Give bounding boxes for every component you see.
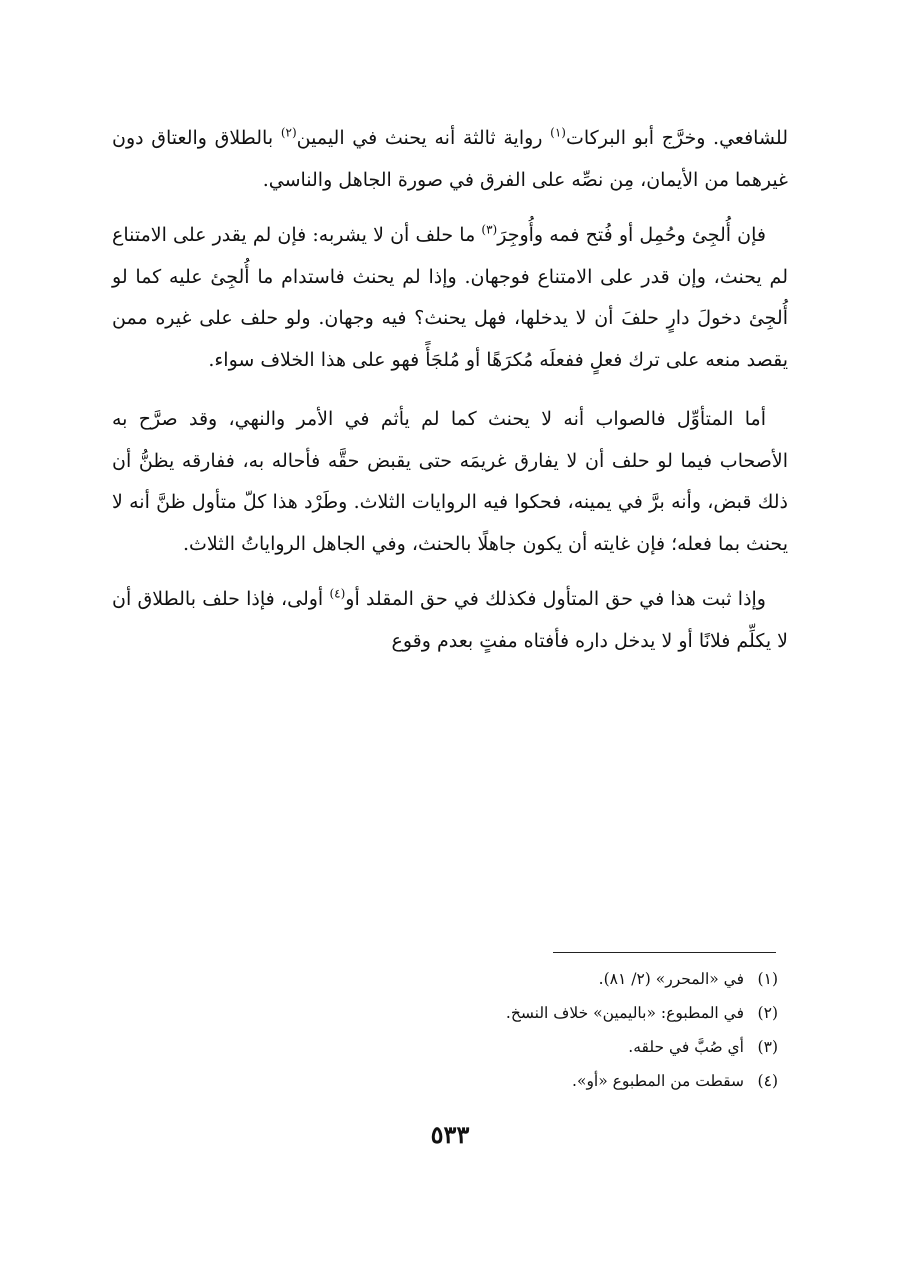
- paragraph-4-part-2: أولى، فإذا حلف بالطلاق أن لا يكلِّم فلانًا أو لا يدخل داره فأفتاه مفتٍ بعدم وقوع: [112, 588, 788, 652]
- paragraph-2-part-2: ما حلف أن لا يشربه: فإن لم يقدر على الامتناع لم يحنث، وإن قدر على الامتناع فوجهان. وإذا لم يحنث فاستدام ما أُلجِئ عليه كما لو أُلجِئ دخولَ دارٍ حلفَ أن لا يدخلها، فهل يحنث؟ فيه وجهان. ولو حلف على غيره ممن يقصد منعه على ترك فعلٍ ففعلَه مُكرَهًا أو مُلجَأً فهو على هذا الخلاف سواء.: [112, 224, 788, 371]
- footnote-ref-2[interactable]: (٢): [280, 125, 297, 140]
- paragraph-4: [112, 579, 788, 662]
- footnote-text: في «المحرر» (٢/ ٨١).: [598, 970, 744, 988]
- page-number: ٥٣٣: [430, 1120, 470, 1149]
- paragraph-1-part-1: للشافعي. وخرَّج أبو البركات: [565, 127, 788, 149]
- paragraph-3: أما المتأوِّل فالصواب أنه لا يحنث كما لم يأثم في الأمر والنهي، وقد صرَّح به الأصحاب فيما لو حلف أن لا يفارق غريمَه حتى يقبض حقَّه فأحاله به، ففارقه يظنُّ أن ذلك قبض، وأنه برَّ في يمينه، فحكوا فيه الروايات الثلاث. وطَرْد هذا كلّ متأول ظنَّ أنه لا يحنث بما فعله؛ فإن غايته أن يكون جاهلًا بالحنث، وفي الجاهل الرواياتُ الثلاث.: [112, 408, 788, 555]
- footnote-number: (٣): [757, 1038, 778, 1056]
- paragraph-1-part-3: بالطلاق والعتاق دون غيرهما من الأيمان، مِن نصِّه على الفرق في صورة الجاهل والناسي.: [112, 127, 788, 191]
- paragraph-4-part-1: وإذا ثبت هذا في حق المتأول فكذلك في حق المقلد أو: [345, 588, 766, 610]
- paragraph-2-part-1: فإن أُلجِئ وحُمِل أو فُتح فمه وأُوجِرَ: [497, 224, 766, 246]
- footnote-number: (٢): [757, 1004, 778, 1022]
- paragraph-2: [112, 215, 788, 381]
- paragraph-1: [112, 118, 788, 201]
- footnote-1: [112, 962, 778, 996]
- paragraph-1-part-2: رواية ثالثة أنه يحنث في اليمين: [296, 127, 551, 149]
- footnote-4: [112, 1064, 778, 1098]
- footnote-ref-4[interactable]: (٤): [329, 586, 346, 601]
- footnotes: [112, 962, 778, 1098]
- footnote-ref-3[interactable]: (٣): [481, 222, 498, 237]
- footnote-3: [112, 1030, 778, 1064]
- footnote-number: (٤): [757, 1072, 778, 1090]
- footnote-separator: [553, 952, 776, 953]
- footnote-text: سقطت من المطبوع «أو».: [572, 1072, 744, 1090]
- footnote-text: في المطبوع: «باليمين» خلاف النسخ.: [505, 1004, 744, 1022]
- footnote-text: أي صُبَّ في حلقه.: [628, 1038, 744, 1056]
- footnote-ref-1[interactable]: (١): [550, 125, 566, 140]
- footnote-2: [112, 996, 778, 1030]
- main-text: [112, 118, 788, 662]
- footnote-number: (١): [757, 970, 778, 988]
